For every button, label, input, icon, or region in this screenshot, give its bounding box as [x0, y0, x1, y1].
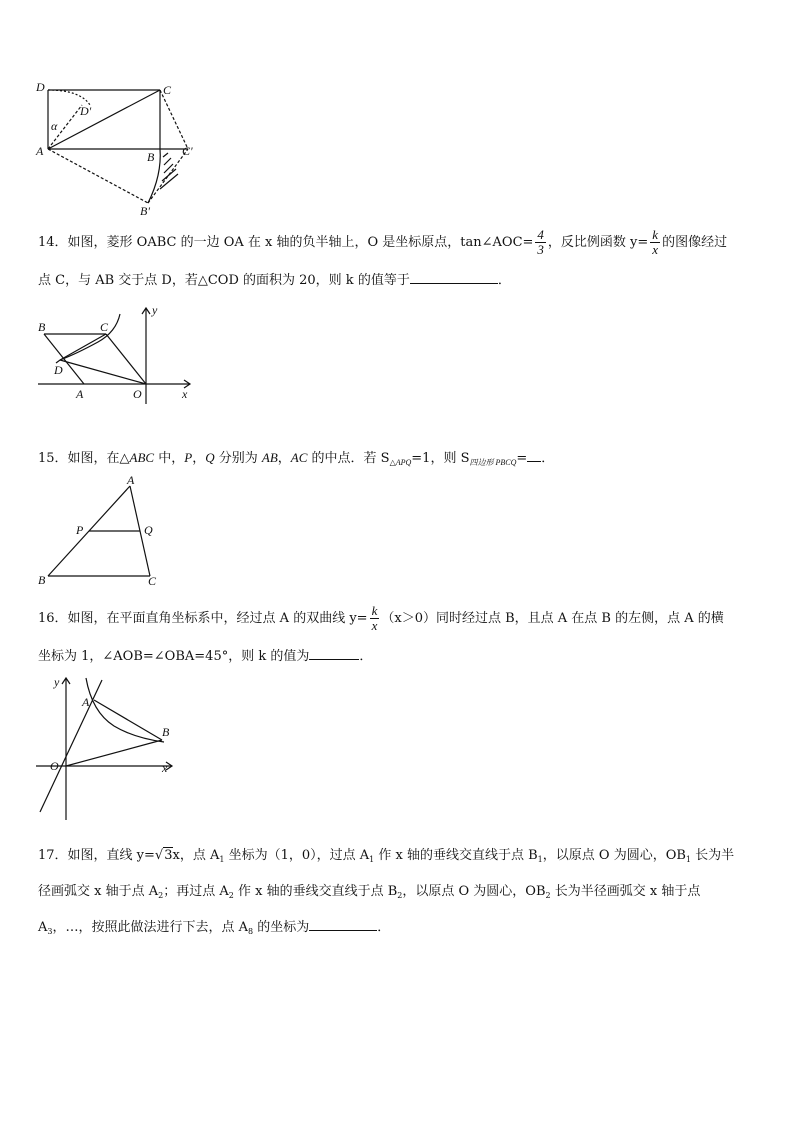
q17-text-2a: 径画弧交 x 轴于点 A: [38, 884, 159, 899]
q17-text-3b: ，…，按照此做法进行下去，点 A: [52, 920, 249, 935]
q17-text-3c: 的坐标为: [253, 920, 310, 935]
frac-numerator: k: [371, 603, 378, 618]
sqrt-symbol: √: [154, 848, 164, 863]
q15-text-c: 分别为: [214, 451, 262, 466]
q14-fraction-4-3: [535, 228, 546, 257]
fig13-rectangle-fold: [30, 75, 205, 220]
q17-text-3a: A: [38, 920, 48, 935]
sub-2: 2: [397, 891, 403, 900]
sub-1: 1: [537, 855, 543, 864]
dashed-CC-prime: [160, 90, 188, 149]
label-A: A: [76, 387, 84, 401]
frac-denominator: 3: [537, 242, 544, 257]
frac-numerator: 4: [537, 227, 544, 242]
q15-comma2: ，: [277, 451, 291, 466]
q15-text-a: 如图，在△: [67, 451, 130, 466]
label-A: A: [36, 144, 44, 158]
label-O: O: [133, 387, 142, 401]
q15-text-d: 的中点．若 S: [307, 451, 390, 466]
q16-text-1a: 如图，在平面直角坐标系中，经过点 A 的双曲线 y=: [67, 611, 368, 626]
q15-AB: AB: [261, 450, 278, 465]
q16-text-2a: 坐标为 1，∠AOB=∠OBA=45°，则 k 的值为: [38, 649, 310, 664]
label-y: y: [152, 303, 158, 317]
fig15-triangle: [30, 472, 170, 592]
sub-1: 1: [219, 855, 225, 864]
segment-DO: [60, 360, 146, 384]
sub-1: 1: [369, 855, 375, 864]
question-number: 15．: [38, 451, 68, 466]
hyperbola-curve: [56, 314, 120, 363]
q16-fraction-k-x: [370, 604, 380, 633]
q15-ABC: ABC: [129, 450, 155, 465]
edge-CO: [106, 334, 146, 384]
q15-text-b: 中，: [154, 451, 185, 466]
label-y: y: [54, 675, 60, 689]
period: ．: [541, 451, 555, 466]
sub-8: 8: [248, 927, 254, 936]
sub-2: 2: [228, 891, 234, 900]
label-B: B: [147, 150, 155, 164]
arc-D-to-D-prime: [48, 90, 90, 105]
label-C: C: [163, 83, 172, 97]
label-B-prime: B': [140, 204, 150, 218]
label-B: B: [38, 573, 46, 587]
hatch-marks: [160, 153, 178, 189]
period: ．: [497, 273, 511, 288]
segment-DC: [60, 334, 106, 360]
question-number: 16．: [38, 611, 68, 626]
label-C-prime: C': [182, 144, 193, 158]
q17-text-2c: 作 x 轴的垂线交直线于点 B: [233, 884, 398, 899]
q15-text-f: =: [516, 451, 528, 466]
label-O: O: [50, 759, 59, 773]
q15-Q: Q: [205, 450, 215, 465]
q15-subscript-APQ: △APQ: [389, 458, 412, 467]
answer-blank: [309, 648, 359, 660]
label-x: x: [162, 761, 168, 775]
answer-blank: [527, 450, 541, 462]
sub-2: 2: [158, 891, 164, 900]
q14-text-1a: 如图，菱形 OABC 的一边 OA 在 x 轴的负半轴上，O 是坐标原点，tan∠AOC=: [67, 235, 534, 250]
period: ．: [359, 649, 373, 664]
q14-fraction-k-x: [650, 228, 660, 257]
frac-denominator: x: [371, 618, 378, 633]
q14-text-1b: ，反比例函数 y=: [547, 235, 649, 250]
q16-text-1b: （x＞0）同时经过点 B，且点 A 在点 B 的左侧，点 A 的横: [381, 611, 724, 626]
q14-text-1c: 的图像经过: [662, 235, 728, 250]
label-Q: Q: [144, 523, 153, 537]
label-A: A: [127, 473, 135, 487]
diagonal-AC: [48, 90, 160, 149]
label-C: C: [148, 574, 157, 588]
label-B: B: [162, 725, 170, 739]
q15-P: P: [184, 450, 193, 465]
label-A: A: [82, 695, 90, 709]
q17-text-1b: x，点 A: [172, 848, 220, 863]
label-D: D: [54, 363, 63, 377]
sub-1: 1: [685, 855, 691, 864]
hyperbola-curve: [86, 678, 164, 742]
q15-text-e: =1，则 S: [411, 451, 470, 466]
label-D: D: [36, 80, 45, 94]
period: ．: [377, 920, 391, 935]
label-P: P: [76, 523, 84, 537]
frac-denominator: x: [652, 242, 659, 257]
fig16-hyperbola-graph: [30, 672, 180, 822]
q15-subscript-PBCQ: 四边形 PBCQ: [469, 458, 517, 467]
label-x: x: [182, 387, 188, 401]
dashed-AB-prime: [48, 149, 148, 203]
q17-text-1f: 长为半: [691, 848, 735, 863]
line-OB: [66, 740, 162, 766]
q17-text-1e: ，以原点 O 为圆心，OB: [542, 848, 686, 863]
q17-text-1c: 坐标为（1，0），过点 A: [224, 848, 370, 863]
q17-text-2b: ；再过点 A: [163, 884, 229, 899]
label-D-prime: D': [80, 104, 92, 118]
frac-numerator: k: [652, 227, 659, 242]
question-number: 14．: [38, 235, 68, 250]
q17-text-2e: 长为半径画弧交 x 轴于点: [550, 884, 701, 899]
q14-text-2: 点 C，与 AB 交于点 D，若△COD 的面积为 20，则 k 的值等于: [38, 273, 410, 288]
question-number: 17．: [38, 848, 68, 863]
sub-3: 3: [47, 927, 53, 936]
label-C: C: [100, 320, 109, 334]
sqrt-radicand: 3: [164, 848, 173, 863]
sub-2: 2: [545, 891, 551, 900]
segment-AB: [94, 700, 162, 740]
answer-blank: [410, 272, 498, 284]
q15-comma: ，: [192, 451, 206, 466]
q17-text-2d: ，以原点 O 为圆心，OB: [402, 884, 546, 899]
q15-AC: AC: [290, 450, 308, 465]
fig14-rhombus-graph: [30, 300, 205, 410]
q17-text-1a: 如图，直线 y=: [67, 848, 155, 863]
label-B: B: [38, 320, 46, 334]
answer-blank: [309, 919, 377, 931]
label-alpha: α: [51, 119, 58, 133]
q17-text-1d: 作 x 轴的垂线交直线于点 B: [374, 848, 538, 863]
